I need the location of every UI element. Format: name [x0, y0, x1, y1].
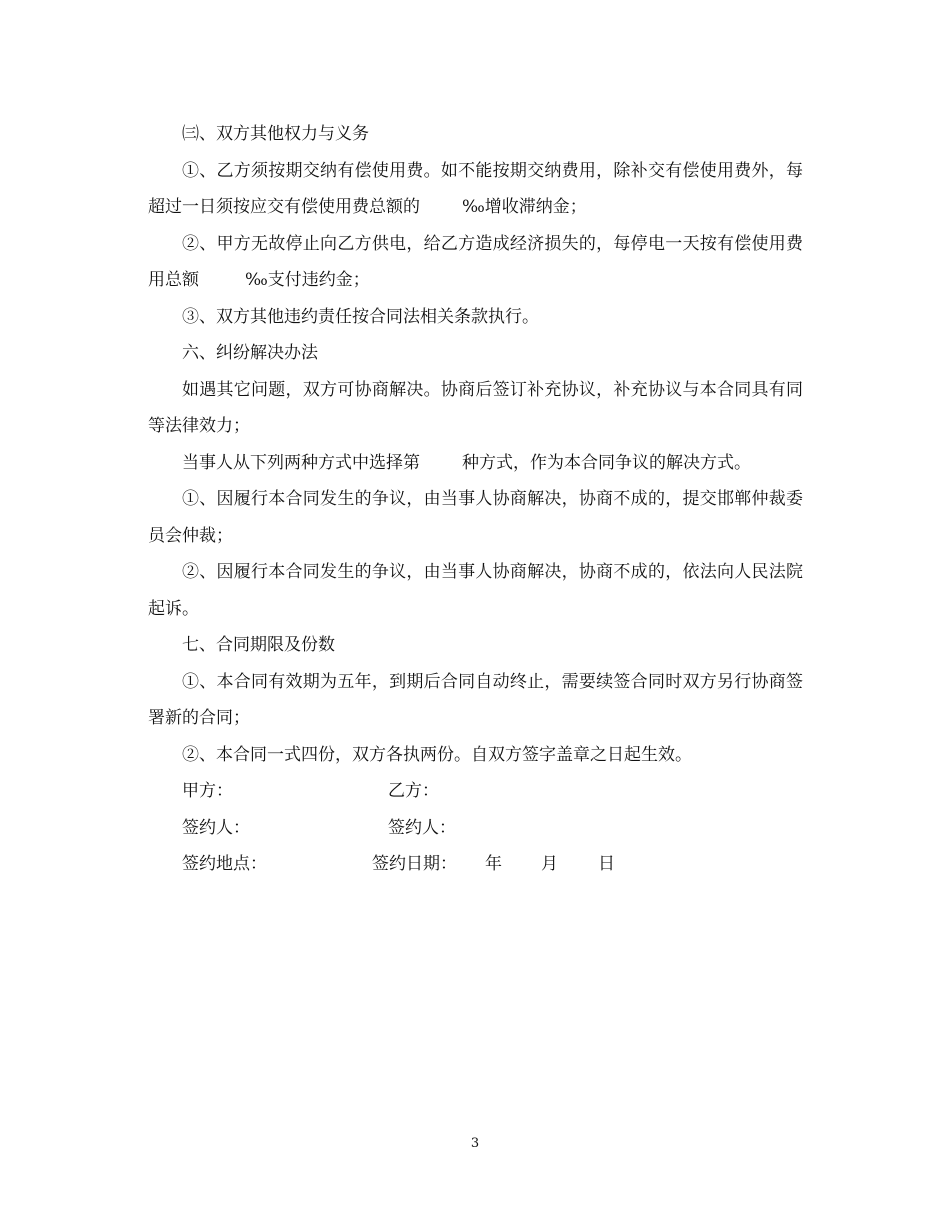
- section-heading-term: 七、合同期限及份数: [182, 635, 335, 655]
- clause-validity-period: ①、本合同有效期为五年，到期后合同自动终止，需要续签合同时双方另行协商签署新的合同；: [148, 671, 803, 728]
- clause-resolution-choice: [148, 445, 803, 482]
- clause-late-fee-text: ①、乙方须按期交纳有偿使用费。如不能按期交纳费用，除补交有偿使用费外，每超过一日须按应交有偿使用费总额的: [148, 160, 803, 217]
- document-body: [148, 116, 803, 883]
- party-a-label: 甲方：: [182, 781, 233, 801]
- signature-row-signers: [148, 810, 803, 847]
- party-b-label: 乙方：: [388, 781, 439, 801]
- signature-row-place-date: [148, 846, 803, 883]
- signing-date-label: 签约日期：: [372, 854, 457, 874]
- day-label: 日: [598, 854, 615, 874]
- clause-late-fee-tail: ‰增收滞纳金；: [462, 197, 587, 217]
- clause-power-outage-tail: ‰支付违约金；: [245, 270, 370, 290]
- clause-litigation: ②、因履行本合同发生的争议，由当事人协商解决，协商不成的，依法向人民法院起诉。: [148, 562, 803, 619]
- year-label: 年: [485, 854, 502, 874]
- month-label: 月: [541, 854, 558, 874]
- clause-late-fee: [148, 153, 803, 226]
- clause-power-outage-text: ②、甲方无故停止向乙方供电，给乙方造成经济损失的，每停电一天按有偿使用费用总额: [148, 233, 803, 290]
- signer-a-label: 签约人：: [182, 817, 250, 838]
- signer-b-label: 签约人：: [388, 817, 456, 838]
- clause-resolution-choice-tail: 种方式，作为本合同争议的解决方式。: [462, 452, 751, 473]
- clause-power-outage: [148, 226, 803, 299]
- clause-arbitration: ①、因履行本合同发生的争议，由当事人协商解决，协商不成的，提交邯郸仲裁委员会仲裁；: [148, 489, 803, 546]
- clause-negotiation: 如遇其它问题，双方可协商解决。协商后签订补充协议，补充协议与本合同具有同等法律效力；: [148, 379, 803, 436]
- clause-resolution-choice-text: 当事人从下列两种方式中选择第: [182, 452, 420, 473]
- clause-other-liability: ③、双方其他违约责任按合同法相关条款执行。: [182, 306, 539, 327]
- section-heading-dispute: 六、纠纷解决办法: [182, 343, 318, 363]
- page-number: 3: [470, 1136, 480, 1151]
- signing-place-label: 签约地点：: [182, 854, 267, 874]
- clause-copies: ②、本合同一式四份，双方各执两份。自双方签字盖章之日起生效。: [182, 744, 692, 765]
- signature-row-parties: [148, 773, 803, 810]
- section-heading-other-rights: ㈢、双方其他权力与义务: [182, 124, 369, 144]
